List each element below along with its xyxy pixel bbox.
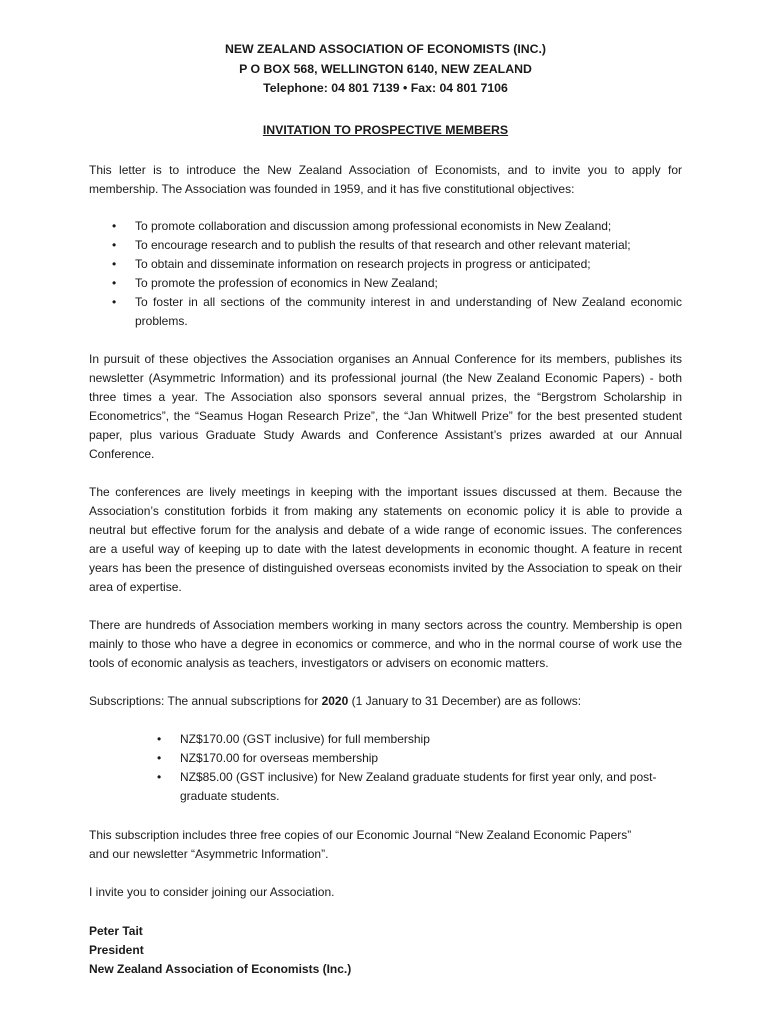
subscription-year: 2020 xyxy=(321,693,349,708)
list-item: • To obtain and disseminate information on research projects in progress or anticipated; xyxy=(89,255,682,274)
signature-block xyxy=(89,922,682,979)
bullet-icon: • xyxy=(157,731,162,746)
journal-paragraph: This subscription includes three free copies of our Economic Journal “New Zealand Economic Papers” and our newsletter “Asymmetric Information”. xyxy=(89,827,632,861)
list-item: • To promote collaboration and discussion among professional economists in New Zealand; xyxy=(89,217,682,236)
bullet-icon: • xyxy=(157,769,162,784)
subscriptions-paragraph: Subscriptions: The annual subscriptions for 2020 (1 January to 31 December) are as follows: xyxy=(89,693,582,708)
list-item: • NZ$170.00 (GST inclusive) for full membership xyxy=(89,730,682,749)
list-item: • To foster in all sections of the community interest in and understanding of New Zealand economic problems. xyxy=(112,294,682,328)
list-item: • To promote the profession of economics in New Zealand; xyxy=(89,274,682,293)
intro-paragraph: This letter is to introduce the New Zealand Association of Economists, and to invite you to apply for membership. The Association was founded in 1959, and it has five constitutional objectives: xyxy=(89,162,682,196)
letterhead xyxy=(89,40,682,99)
bullet-icon: • xyxy=(112,275,117,290)
bullet-icon: • xyxy=(112,294,117,309)
signatory-name: Peter Tait xyxy=(89,923,143,938)
conference-paragraph: In pursuit of these objectives the Association organises an Annual Conference for its members, publishes its newsletter (Asymmetric Information) and its professional journal (the New Zealand Economic Papers) - both three times a year. The Association also sponsors several annual prizes, the “Bergstrom Scholarship in Econometrics”, the “Seamus Hogan Research Prize”, the “Jan Whitwell Prize” for the best presented student paper, plus various Graduate Study Awards and Conference Assistant’s prizes awarded at our Annual Conference. xyxy=(89,351,682,461)
bullet-icon: • xyxy=(157,750,162,765)
objectives-list xyxy=(89,217,682,331)
list-item: • To encourage research and to publish the results of that research and other relevant material; xyxy=(89,236,682,255)
page-title: INVITATION TO PROSPECTIVE MEMBERS xyxy=(262,122,509,137)
signatory-role: President xyxy=(89,942,144,957)
phone-fax: Telephone: 04 801 7139 • Fax: 04 801 7106 xyxy=(263,81,508,95)
org-name: NEW ZEALAND ASSOCIATION OF ECONOMISTS (INC.) xyxy=(224,42,547,56)
bullet-icon: • xyxy=(112,218,117,233)
meetings-paragraph: The conferences are lively meetings in keeping with the important issues discussed at them. Because the Association’s constitution forbids it from making any statements on economic policy it is able to provide a neutral but effective forum for the analysis and debate of a wide range of economic issues. The conferences are a useful way of keeping up to date with the latest developments in economic thought. A feature in recent years has been the presence of distinguished overseas economists invited by the Association to speak on their area of expertise. xyxy=(89,484,682,594)
signatory-org: New Zealand Association of Economists (Inc.) xyxy=(89,961,352,976)
members-paragraph: There are hundreds of Association members working in many sectors across the country. Membership is open mainly to those who have a degree in economics or commerce, and who in the normal course of work use the tools of economic analysis as teachers, investigators or advisers on economic matters. xyxy=(89,617,682,670)
postal-address: P O BOX 568, WELLINGTON 6140, NEW ZEALAND xyxy=(239,61,532,76)
list-item: • NZ$85.00 (GST inclusive) for New Zealand graduate students for first year only, and post-graduate students. xyxy=(157,769,657,803)
list-item: • NZ$170.00 for overseas membership xyxy=(89,749,682,768)
fees-list xyxy=(89,730,682,806)
invite-paragraph: I invite you to consider joining our Association. xyxy=(89,884,335,899)
bullet-icon: • xyxy=(112,237,117,252)
bullet-icon: • xyxy=(112,256,117,271)
